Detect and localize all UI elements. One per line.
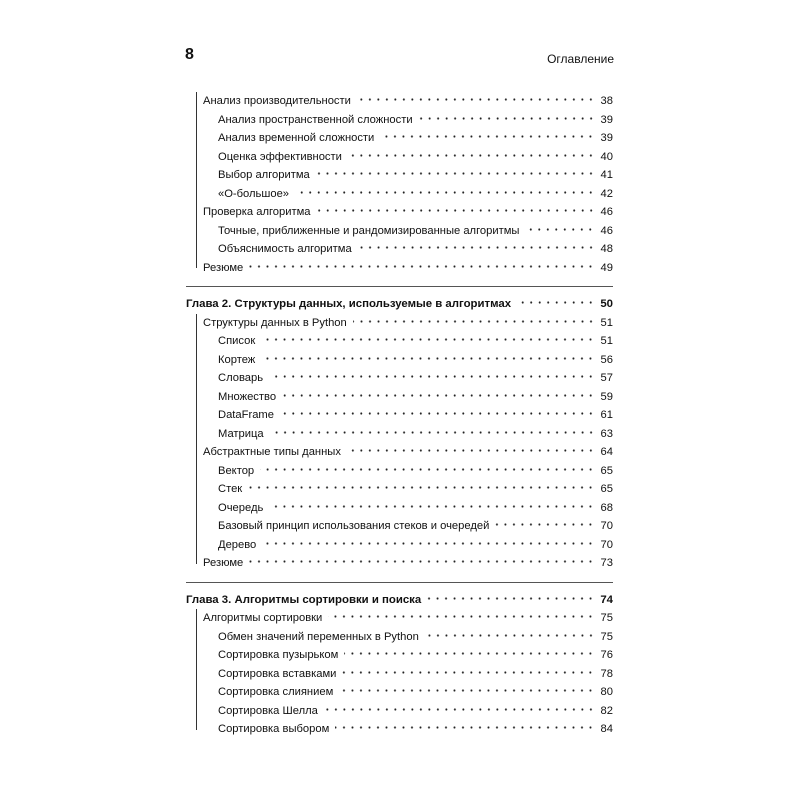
toc-entry[interactable] [186,646,613,665]
toc-entry[interactable] [186,222,613,241]
toc-entry[interactable] [186,92,613,111]
dot-leader [348,154,595,157]
toc-entry-page: 82 [600,704,613,717]
toc-entry[interactable] [186,369,613,388]
toc-entry[interactable] [186,536,613,555]
toc-entry-page: 70 [600,520,613,532]
toc-entry-label: Сортировка вставками [218,667,337,680]
toc-entry-page: 65 [600,464,613,477]
dot-leader [495,523,595,526]
toc-entry[interactable] [186,443,613,462]
toc-entry-label: Кортеж [218,353,256,366]
dot-leader [261,357,595,360]
toc-entry[interactable] [186,166,613,185]
toc-entry-page: 78 [600,667,613,680]
dot-leader [269,375,595,378]
dot-leader [517,301,595,304]
toc-entry-label: «О-большое» [218,187,290,200]
chapter-title: Глава 2. Структуры данных, используемые в алгоритмах [186,298,512,310]
toc-entry[interactable] [186,720,613,739]
dot-leader [280,412,595,415]
dot-leader [260,468,595,471]
table-of-contents [186,92,613,739]
dot-leader [295,191,595,194]
toc-section-intro [186,92,613,277]
toc-entry[interactable] [186,111,613,130]
section-vertical-rule [196,314,197,564]
toc-entry[interactable] [186,148,613,167]
chapter-heading[interactable] [186,591,613,610]
toc-entry-page: 80 [600,686,613,698]
dot-leader [328,615,595,618]
toc-entry[interactable] [186,388,613,407]
toc-entry[interactable] [186,332,613,351]
toc-section-chapter-3 [186,591,613,739]
toc-entry-page: 64 [600,446,613,458]
toc-entry-label: DataFrame [218,409,274,421]
toc-entry[interactable] [186,628,613,647]
toc-entry[interactable] [186,462,613,481]
toc-entry-label: Обмен значений переменных в Python [218,630,419,643]
dot-leader [317,209,595,212]
toc-entry[interactable] [186,554,613,573]
toc-entry-page: 38 [600,95,613,107]
dot-leader [380,135,595,138]
toc-entry-page: 68 [600,501,613,514]
toc-entry-label: Сортировка выбором [218,723,330,735]
running-title: Оглавление [547,52,614,66]
section-divider [186,582,613,583]
toc-entry[interactable] [186,609,613,628]
toc-entry[interactable] [186,517,613,536]
toc-entry-label: Сортировка слиянием [218,686,334,698]
dot-leader [262,542,595,545]
toc-entry-page: 75 [600,612,613,624]
toc-entry-label: Проверка алгоритма [203,206,311,218]
toc-entry[interactable] [186,665,613,684]
toc-entry-page: 40 [600,150,613,163]
toc-entry-label: Абстрактные типы данных [203,446,341,458]
toc-entry-label: Резюме [203,557,244,569]
dot-leader [282,394,595,397]
toc-entry-page: 65 [600,483,613,495]
chapter-heading[interactable] [186,295,613,314]
dot-leader [427,597,595,600]
toc-entry-label: Резюме [203,261,244,274]
toc-entry-page: 75 [600,630,613,643]
toc-entry[interactable] [186,702,613,721]
toc-entry-page: 61 [600,409,613,421]
dot-leader [269,505,595,508]
toc-entry-page: 63 [600,427,613,440]
section-divider [186,286,613,287]
toc-entry[interactable] [186,425,613,444]
toc-entry-page: 70 [600,538,613,551]
toc-entry[interactable] [186,259,613,278]
toc-entry-page: 73 [600,557,613,569]
toc-entry-label: Базовый принцип использования стеков и очередей [218,520,490,532]
toc-entry-page: 41 [600,169,613,181]
dot-leader [261,338,595,341]
dot-leader [525,228,595,231]
toc-entry-page: 56 [600,353,613,366]
dot-leader [347,449,595,452]
chapter-page: 74 [600,593,613,606]
dot-leader [344,652,595,655]
toc-entry[interactable] [186,240,613,259]
toc-entry-page: 46 [600,224,613,237]
chapter-page: 50 [600,298,613,310]
toc-entry-page: 51 [600,335,613,347]
toc-entry[interactable] [186,683,613,702]
dot-leader [358,246,595,249]
dot-leader [324,708,595,711]
toc-entry[interactable] [186,480,613,499]
dot-leader [342,671,595,674]
dot-leader [249,560,595,563]
chapter-2-entries [186,314,613,573]
toc-entry-label: Сортировка Шелла [218,704,318,717]
toc-entry-label: Список [218,335,256,347]
toc-entry-label: Анализ пространственной сложности [218,113,413,126]
toc-entry-page: 46 [600,206,613,218]
toc-entry-label: Множество [218,390,277,403]
dot-leader [335,726,595,729]
toc-entry[interactable] [186,499,613,518]
toc-entry[interactable] [186,314,613,333]
toc-entry[interactable] [186,406,613,425]
dot-leader [419,117,595,120]
chapter-3-entries [186,609,613,739]
toc-entry-label: Анализ производительности [203,95,351,107]
toc-entry-label: Оценка эффективности [218,150,342,163]
section-vertical-rule [196,609,197,730]
toc-entry-label: Структуры данных в Python [203,316,347,329]
toc-entry-page: 39 [600,132,613,144]
toc-entry-page: 51 [600,316,613,329]
toc-entry-label: Матрица [218,427,264,440]
toc-entry[interactable] [186,185,613,204]
toc-entry-label: Вектор [218,464,255,477]
toc-entry-label: Словарь [218,372,264,384]
toc-entry-page: 76 [600,649,613,661]
toc-entry-label: Объяснимость алгоритма [218,243,352,255]
dot-leader [425,634,595,637]
dot-leader [339,689,595,692]
section-vertical-rule [196,92,197,268]
chapter-title: Глава 3. Алгоритмы сортировки и поиска [186,593,422,606]
toc-entry-page: 39 [600,113,613,126]
toc-entry-label: Точные, приближенные и рандомизированные алгоритмы [218,224,520,237]
dot-leader [270,431,595,434]
page-number: 8 [185,46,194,63]
toc-entry-label: Алгоритмы сортировки [203,612,323,624]
toc-entry[interactable] [186,203,613,222]
toc-entry-label: Дерево [218,538,257,551]
toc-entry-label: Выбор алгоритма [218,169,310,181]
dot-leader [353,320,595,323]
toc-entry-page: 42 [600,187,613,200]
toc-entry-page: 57 [600,372,613,384]
dot-leader [248,486,595,489]
toc-entry-page: 59 [600,390,613,403]
toc-entry-label: Стек [218,483,243,495]
toc-entry-page: 84 [600,723,613,735]
toc-entry-label: Сортировка пузырьком [218,649,339,661]
toc-entry-label: Анализ временной сложности [218,132,375,144]
toc-entry-page: 49 [600,261,613,274]
toc-entry-label: Очередь [218,501,264,514]
dot-leader [316,172,595,175]
toc-entry[interactable] [186,129,613,148]
dot-leader [357,98,595,101]
dot-leader [249,265,595,268]
toc-section-chapter-2 [186,295,613,573]
toc-entry-page: 48 [600,243,613,255]
toc-entry[interactable] [186,351,613,370]
